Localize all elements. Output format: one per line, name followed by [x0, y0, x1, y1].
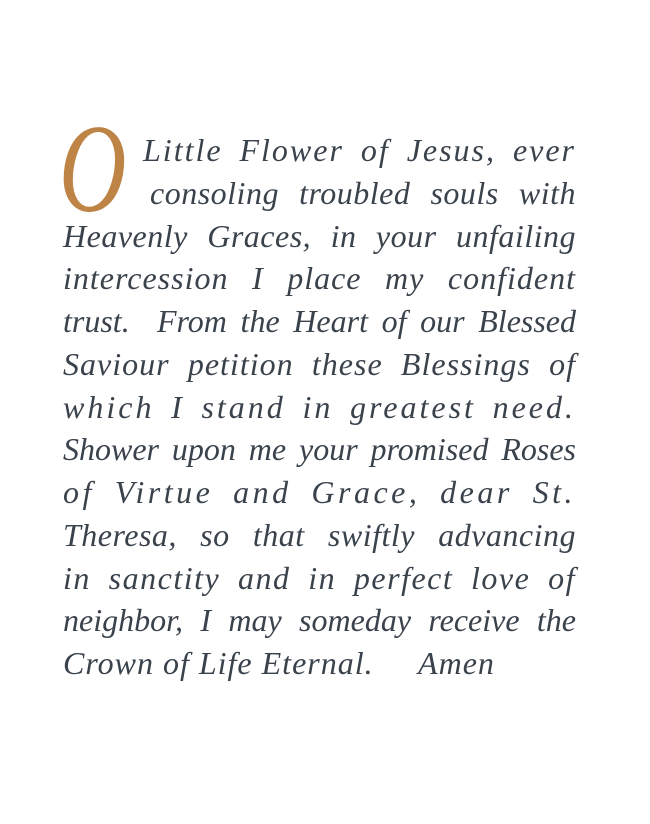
prayer-line: Little Flower of Jesus, ever — [143, 132, 576, 168]
prayer-line: consoling troubled souls with — [150, 174, 576, 211]
prayer-line: Crown of Life Eternal. Amen — [63, 645, 495, 681]
prayer-line: trust. From the Heart of our Blessed — [63, 303, 576, 339]
prayer-line: neighbor, I may someday receive the — [63, 602, 576, 639]
dropcap-letter-o: O — [59, 100, 127, 239]
prayer-line: Saviour petition these Blessings of — [63, 345, 576, 382]
prayer-line: intercession I place my confident — [63, 260, 576, 297]
prayer-line: Heavenly Graces, in your unfailing — [63, 217, 576, 254]
prayer-text-block — [59, 100, 576, 685]
prayer-line: which I stand in greatest need. — [63, 388, 576, 425]
prayer-line: Shower upon me your promised Roses — [63, 431, 576, 468]
prayer-line: Theresa, so that swiftly advancing — [63, 516, 576, 553]
prayer-line: in sanctity and in perfect love of — [63, 559, 576, 596]
prayer-line: of Virtue and Grace, dear St. — [63, 474, 576, 510]
